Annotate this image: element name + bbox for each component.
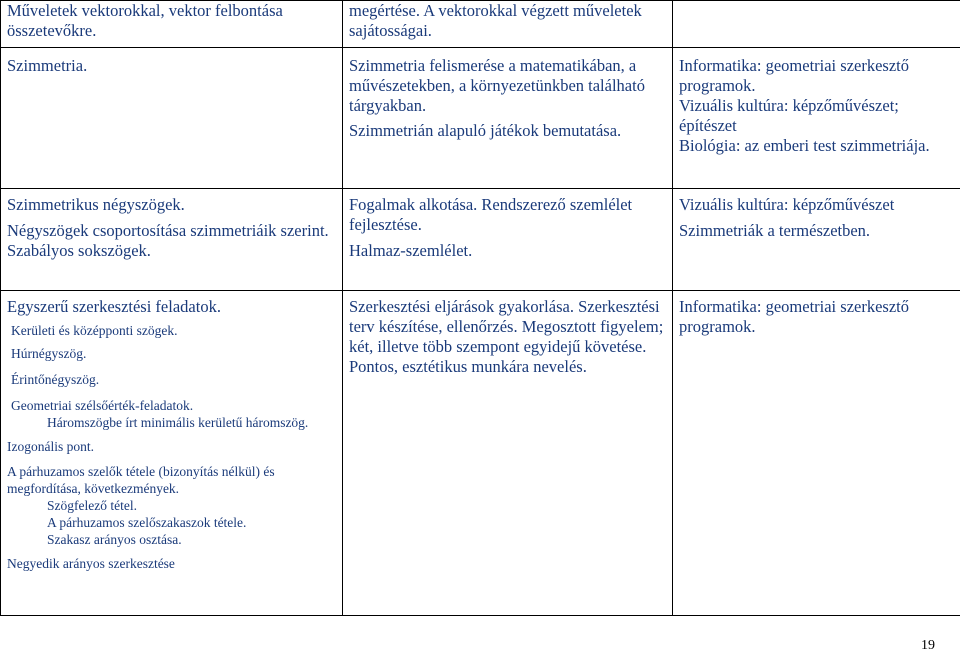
- link-cell: [673, 1, 960, 48]
- table-row: [1, 189, 960, 291]
- goal-cell: [343, 291, 673, 616]
- topic-text: Szabályos sokszögek.: [7, 241, 151, 260]
- goal-text: Fogalmak alkotása. Rendszerező szemlélet fejlesztése.: [349, 195, 633, 234]
- goal-cell: [343, 48, 673, 189]
- table-row: [1, 1, 960, 48]
- topic-subitem: Érintőnégyszög.: [11, 372, 100, 387]
- table-row: [1, 48, 960, 189]
- goal-text: megértése. A vektorokkal végzett műveletek sajátosságai.: [349, 1, 642, 40]
- topic-subitem: A párhuzamos szelőszakaszok tétele.: [47, 515, 247, 530]
- topic-subitem: Szakasz arányos osztása.: [47, 532, 182, 547]
- goal-text: Szimmetria felismerése a matematikában, a művészetekben, a környezetünkben található tárgyakban.: [349, 56, 645, 115]
- topic-subitem: A párhuzamos szelők tétele (bizonyítás nélkül) és megfordítása, következmények.: [7, 464, 275, 496]
- topic-cell: [1, 1, 343, 48]
- link-cell: [673, 189, 960, 291]
- link-cell: [673, 291, 960, 616]
- link-cell: [673, 48, 960, 189]
- goal-text: Halmaz-szemlélet.: [349, 241, 473, 260]
- topic-subitem: Háromszögbe írt minimális kerületű háromszög.: [47, 415, 309, 430]
- topic-text: Egyszerű szerkesztési feladatok.: [7, 297, 221, 316]
- topic-subitem: Izogonális pont.: [7, 439, 94, 454]
- link-text: Biológia: az emberi test szimmetriája.: [679, 136, 930, 155]
- link-text: Informatika: geometriai szerkesztő programok.: [679, 56, 909, 95]
- topic-text: Szimmetrikus négyszögek.: [7, 195, 185, 214]
- link-text: Informatika: geometriai szerkesztő programok.: [679, 297, 909, 336]
- topic-subitem: Szögfelező tétel.: [47, 498, 137, 513]
- goal-cell: [343, 1, 673, 48]
- topic-subitem: Kerületi és középponti szögek.: [11, 323, 178, 338]
- link-text: Szimmetriák a természetben.: [679, 221, 871, 240]
- topic-cell: [1, 291, 343, 616]
- topic-cell: [1, 48, 343, 189]
- topic-text: Műveletek vektorokkal, vektor felbontása összetevőkre.: [7, 1, 283, 40]
- goal-text: Szimmetrián alapuló játékok bemutatása.: [349, 121, 622, 140]
- topic-subitem: Húrnégyszög.: [11, 346, 87, 361]
- link-text: Vizuális kultúra: képzőművészet: [679, 195, 895, 214]
- topic-subitem: Geometriai szélsőérték-feladatok.: [11, 398, 194, 413]
- topic-text: Négyszögek csoportosítása szimmetriáik szerint.: [7, 221, 329, 240]
- link-text: Vizuális kultúra: képzőművészet; építészet: [679, 96, 899, 135]
- topic-cell: [1, 189, 343, 291]
- page-number: 19: [921, 638, 935, 653]
- goal-text: Szerkesztési eljárások gyakorlása. Szerkesztési terv készítése, ellenőrzés. Megosztott figyelem; két, illetve több szempont egyidejű követése. Pontos, esztétikus munkára nevelés.: [349, 297, 664, 376]
- table-row: [1, 291, 960, 616]
- topic-subitem: Negyedik arányos szerkesztése: [7, 556, 175, 571]
- topic-text: Szimmetria.: [7, 56, 88, 75]
- goal-cell: [343, 189, 673, 291]
